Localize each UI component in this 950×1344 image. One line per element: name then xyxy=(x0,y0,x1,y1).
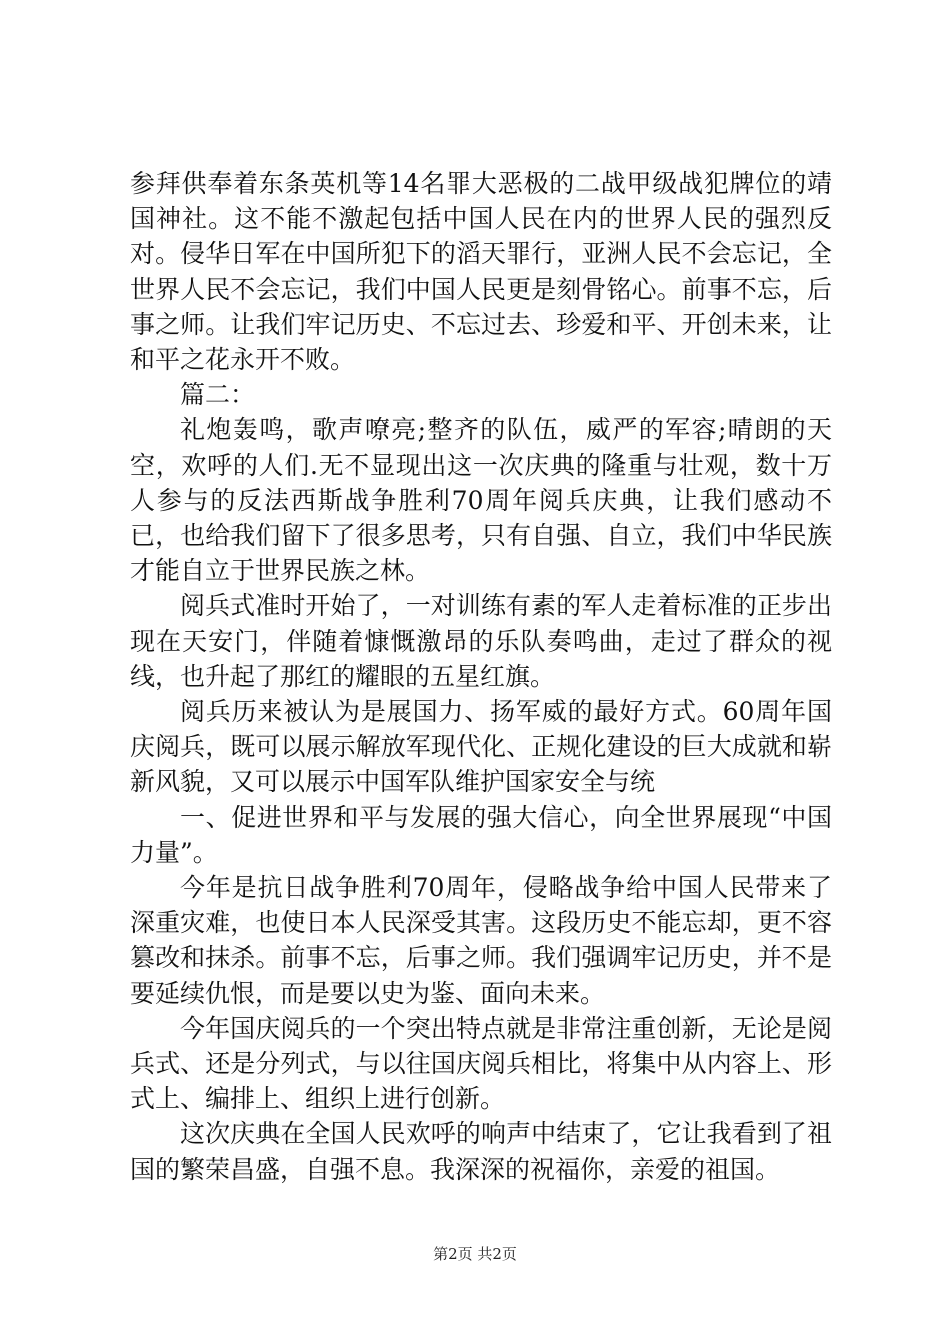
page-footer: 第2页 共2页 xyxy=(433,1245,517,1263)
document-body xyxy=(130,166,832,1187)
paragraph: 礼炮轰鸣，歌声嘹亮;整齐的队伍，威严的军容;晴朗的天空，欢呼的人们.无不显现出这一次庆典的隆重与壮观，数十万人参与的反法西斯战争胜利70周年阅兵庆典，让我们感动不已，也给我们留下了很多思考，只有自强、自立，我们中华民族才能自立于世界民族之林。 xyxy=(130,415,832,586)
paragraph: 一、促进世界和平与发展的强大信心，向全世界展现“中国力量”。 xyxy=(130,802,832,867)
paragraph: 阅兵历来被认为是展国力、扬军威的最好方式。60周年国庆阅兵，既可以展示解放军现代化、正规化建设的巨大成就和崭新风貌，又可以展示中国军队维护国家安全与统 xyxy=(130,697,832,797)
section-heading: 篇二： xyxy=(180,380,256,410)
paragraph: 今年国庆阅兵的一个突出特点就是非常注重创新，无论是阅兵式、还是分列式，与以往国庆阅兵相比，将集中从内容上、形式上、编排上、组织上进行创新。 xyxy=(130,1013,832,1114)
paragraph: 今年是抗日战争胜利70周年，侵略战争给中国人民带来了深重灾难，也使日本人民深受其害。这段历史不能忘却，更不容篡改和抹杀。前事不忘，后事之师。我们强调牢记历史，并不是要延续仇恨，而是要以史为鉴、面向未来。 xyxy=(130,873,832,1008)
paragraph: 这次庆典在全国人民欢呼的响声中结束了，它让我看到了祖国的繁荣昌盛，自强不息。我深深的祝福你，亲爱的祖国。 xyxy=(130,1119,832,1184)
paragraph: 阅兵式准时开始了，一对训练有素的军人走着标准的正步出现在天安门，伴随着慷慨激昂的乐队奏鸣曲，走过了群众的视线，也升起了那红的耀眼的五星红旗。 xyxy=(130,591,832,691)
paragraph-continuation: 参拜供奉着东条英机等14名罪大恶极的二战甲级战犯牌位的靖国神社。这不能不激起包括中国人民在内的世界人民的强烈反对。侵华日军在中国所犯下的滔天罪行，亚洲人民不会忘记，全世界人民不会忘记，我们中国人民更是刻骨铭心。前事不忘，后事之师。让我们牢记历史、不忘过去、珍爱和平、开创未来，让和平之花永开不败。 xyxy=(130,169,832,375)
